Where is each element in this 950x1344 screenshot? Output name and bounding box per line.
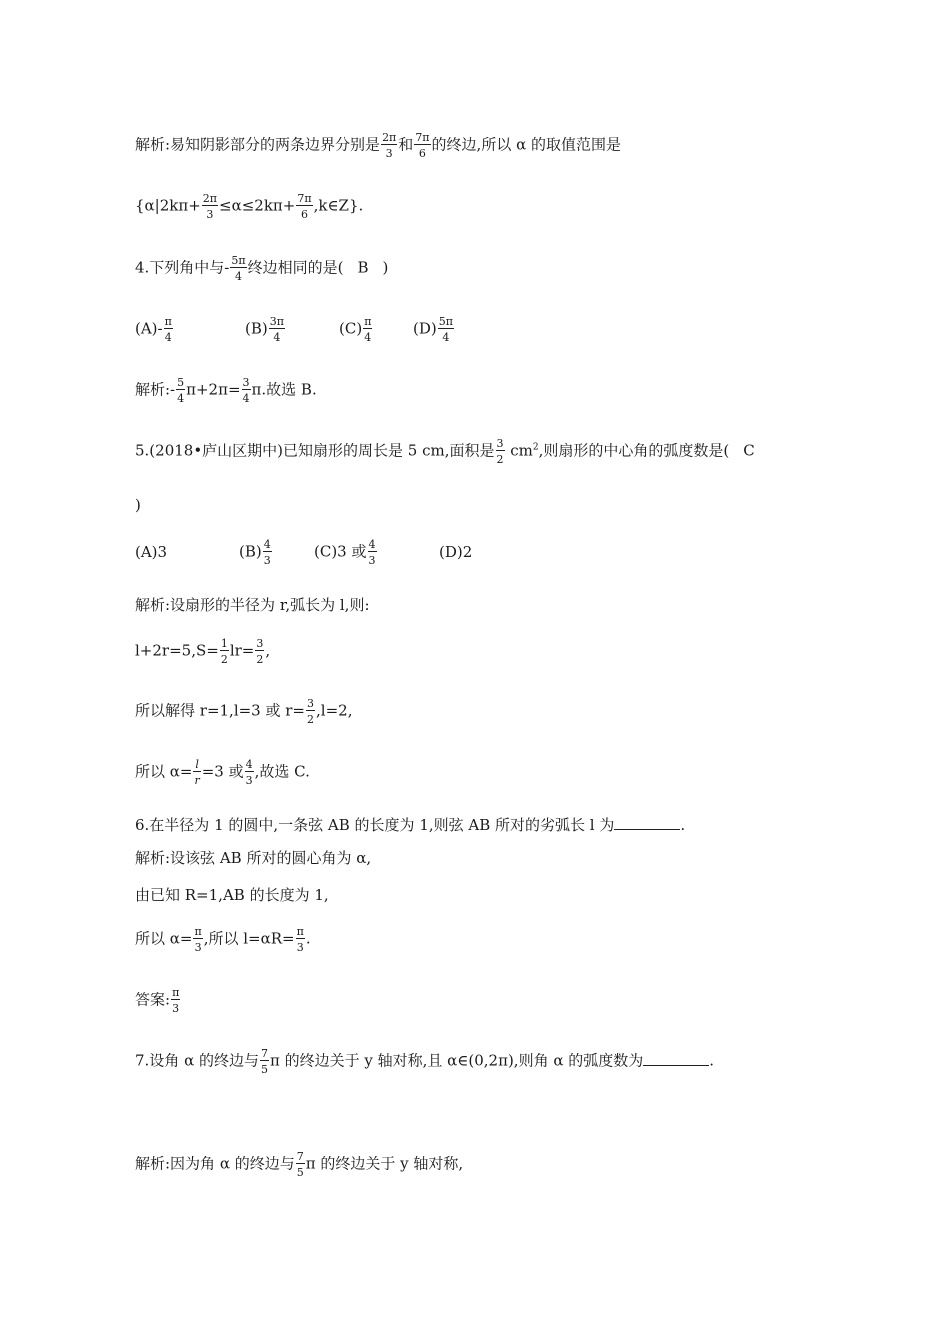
fraction: $\frac{\pi}{3}$ — [172, 986, 180, 1015]
fraction: $\frac{2\pi}{3}$ — [202, 192, 218, 221]
question-5-choices — [135, 539, 472, 566]
fraction: $\frac{3}{2}$ — [256, 637, 264, 666]
question-5-solution-line-4: 所以 α= $\frac{l}{r}$ =3 或 $\frac{4}{3}$ ,故选 C. — [135, 758, 310, 787]
choice-b: (B) $\frac{4}{3}$ — [239, 538, 271, 567]
solution-line-range-set: {α|2kπ+ $\frac{2\pi}{3}$ ≤α≤2kπ+ $\frac{7\pi}{6}$ ,k∈Z}. — [135, 192, 364, 221]
question-6-solution-line-1: 解析:设该弦 AB 所对的圆心角为 α, — [135, 849, 372, 867]
question-5-solution-line-3: 所以解得 r=1,l=3 或 r= $\frac{3}{2}$ ,l=2, — [135, 697, 353, 726]
choice-d: (D)2 — [439, 542, 473, 561]
question-5-solution-line-1: 解析:设扇形的半径为 r,弧长为 l,则: — [135, 596, 370, 614]
question-6-answer: 答案: $\frac{\pi}{3}$ — [135, 986, 180, 1015]
fraction: $\frac{7\pi}{6}$ — [415, 131, 430, 160]
solution-line-angle-boundaries: 解析:易知阴影部分的两条边界分别是 $\frac{2\pi}{3}$ 和 $\frac{7\pi}{6}$ 的终边,所以 α 的取值范围是 — [135, 131, 621, 160]
question-4-choices — [135, 316, 455, 343]
fraction: $\frac{3}{2}$ — [496, 437, 504, 466]
fraction: $\frac{\pi}{3}$ — [296, 925, 304, 954]
fraction: $\frac{1}{2}$ — [220, 637, 228, 666]
question-7: 7.设角 α 的终边与 $\frac{7}{5}$ π 的终边关于 y 轴对称,且 α∈(0,2π),则角 α 的弧度数为 . — [135, 1047, 715, 1076]
question-5-close-paren: ) — [135, 496, 141, 514]
answer-letter: C — [743, 441, 755, 460]
choice-c: (C) $\frac{\pi}{4}$ — [339, 315, 372, 344]
fraction: $\frac{4}{3}$ — [245, 758, 253, 787]
fraction: $\frac{3}{2}$ — [307, 697, 315, 726]
fraction: $\frac{\pi}{3}$ — [194, 925, 202, 954]
choice-c: (C)3 或 $\frac{4}{3}$ — [314, 538, 376, 567]
question-4: 4.下列角中与- $\frac{5\pi}{4}$ 终边相同的是( B ) — [135, 254, 389, 283]
choice-a: (A)3 — [135, 542, 168, 561]
question-5: 5.(2018•庐山区期中)已知扇形的周长是 5 cm,面积是 $\frac{3}{2}$ $cm^2$,则扇形的中心角的弧度数是( C — [135, 437, 755, 466]
fraction: $\frac{5}{4}$ — [177, 376, 185, 405]
question-7-solution-line-1: 解析:因为角 α 的终边与 $\frac{7}{5}$ π 的终边关于 y 轴对称, — [135, 1150, 464, 1179]
choice-b: (B) $\frac{3\pi}{4}$ — [245, 315, 284, 344]
question-6-solution-line-2: 由已知 R=1,AB 的长度为 1, — [135, 886, 329, 904]
question-5-solution-line-2: l+2r=5,S= $\frac{1}{2}$ lr= $\frac{3}{2}$ , — [135, 637, 271, 666]
fraction: $\frac{7\pi}{6}$ — [297, 192, 312, 221]
fraction: $\frac{l}{r}$ — [194, 758, 200, 787]
fraction: $\frac{7}{5}$ — [260, 1047, 268, 1076]
fraction: $\frac{7}{5}$ — [296, 1150, 304, 1179]
choice-a: (A)- $\frac{\pi}{4}$ — [135, 315, 172, 344]
question-6: 6.在半径为 1 的圆中,一条弦 AB 的长度为 1,则弦 AB 所对的劣弧长 l 为 . — [135, 816, 686, 834]
question-6-solution-line-3: 所以 α= $\frac{\pi}{3}$ ,所以 l=αR= $\frac{\pi}{3}$ . — [135, 925, 311, 954]
answer-blank — [643, 1053, 709, 1066]
fraction: $\frac{2\pi}{3}$ — [382, 131, 397, 160]
fraction: $\frac{5\pi}{4}$ — [231, 254, 246, 283]
question-4-solution: 解析:- $\frac{5}{4}$ π+2π= $\frac{3}{4}$ π.故选 B. — [135, 376, 317, 405]
fraction: $\frac{3}{4}$ — [242, 376, 250, 405]
answer-blank — [614, 817, 680, 830]
choice-d: (D) $\frac{5\pi}{4}$ — [413, 315, 453, 344]
answer-letter: B — [357, 258, 369, 277]
